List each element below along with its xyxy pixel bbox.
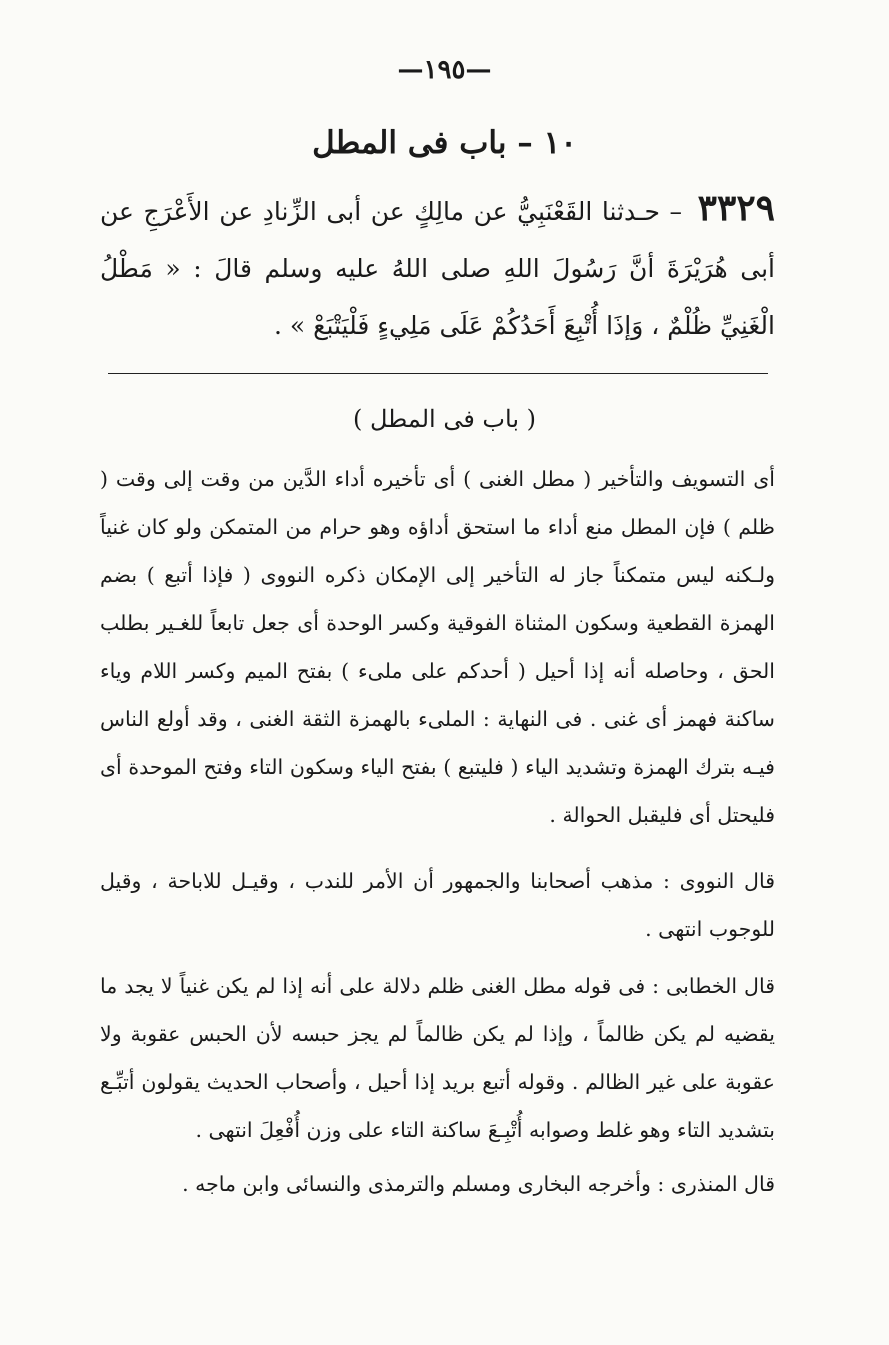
commentary-paragraph: قال النووى : مذهب أصحابنا والجمهور أن الأمر للندب ، وقيـل للاباحة ، وقيل للوجوب انتهى . <box>100 869 775 941</box>
commentary-paragraph: قال الخطابى : فى قوله مطل الغنى ظلم دلالة على أنه إذا لم يكن غنياً لا يجد ما يقضيه لم يكن ظالماً ، وإذا لم يكن ظالماً لم يجز حبسه لأن الحبس عقوبة ولا عقوبة على غير الظالم . وقوله أتبع بريد إذا أحيل ، وأصحاب الحديث يقولون أتبِّـع بتشديد التاء وهو غلط وصوابه أُتْبِـعَ ساكنة التاء على وزن أُفْعِلَ انتهى . <box>100 974 775 1142</box>
hadith-block <box>100 180 775 354</box>
page-number: —١٩٥— <box>397 55 492 85</box>
commentary-paragraph: أى التسويف والتأخير ( مطل الغنى ) أى تأخيره أداء الدَّين من وقت إلى وقت ( ظلم ) فإن المطل منع أداء ما استحق أداؤه وهو حرام من المتمكن ولو كان غنياً ولـكنه ليس متمكناً جاز له التأخير إلى الإمكان ذكره النووى ( فإذا أتبع ) بضم الهمزة القطعية وسكون المثناة الفوقية وكسر الوحدة أى جعل تابعاً للغـير بطلب الحق ، وحاصله أنه إذا أحيل ( أحدكم على ملىء ) بفتح الميم وكسر اللام وياء ساكنة فهمز أى غنى . فى النهاية : الملىء بالهمزة الثقة الغنى ، وقد أولع الناس فيـه بترك الهمزة وتشديد الياء ( فليتبع ) بفتح الياء وسكون التاء وفتح الموحدة أى فليحتل أى فليقبل الحوالة . <box>100 467 775 827</box>
commentary-title: ( باب فى المطل ) <box>352 405 537 433</box>
hadith-text: – حـدثنا القَعْنَبِيُّ عن مالِكٍ عن أبى الزِّنادِ عن الأَعْرَجِ عن أبى هُرَيْرَةَ أنَّ رَسُولَ اللهِ صلى اللهُ عليه وسلم قالَ : « مَطْلُ الْغَنِيِّ ظُلْمٌ ، وَإذَا أُتْبِعَ أَحَدُكُمْ عَلَى مَلِيءٍ فَلْيَتْبَعْ » . <box>100 197 775 340</box>
commentary-paragraph: قال المنذرى : وأخرجه البخارى ومسلم والترمذى والنسائى وابن ماجه . <box>182 1172 775 1196</box>
section-divider <box>108 373 768 374</box>
hadith-number: ٣٣٢٩ <box>697 187 776 229</box>
chapter-heading: ١٠ – باب فى المطل <box>312 125 577 161</box>
